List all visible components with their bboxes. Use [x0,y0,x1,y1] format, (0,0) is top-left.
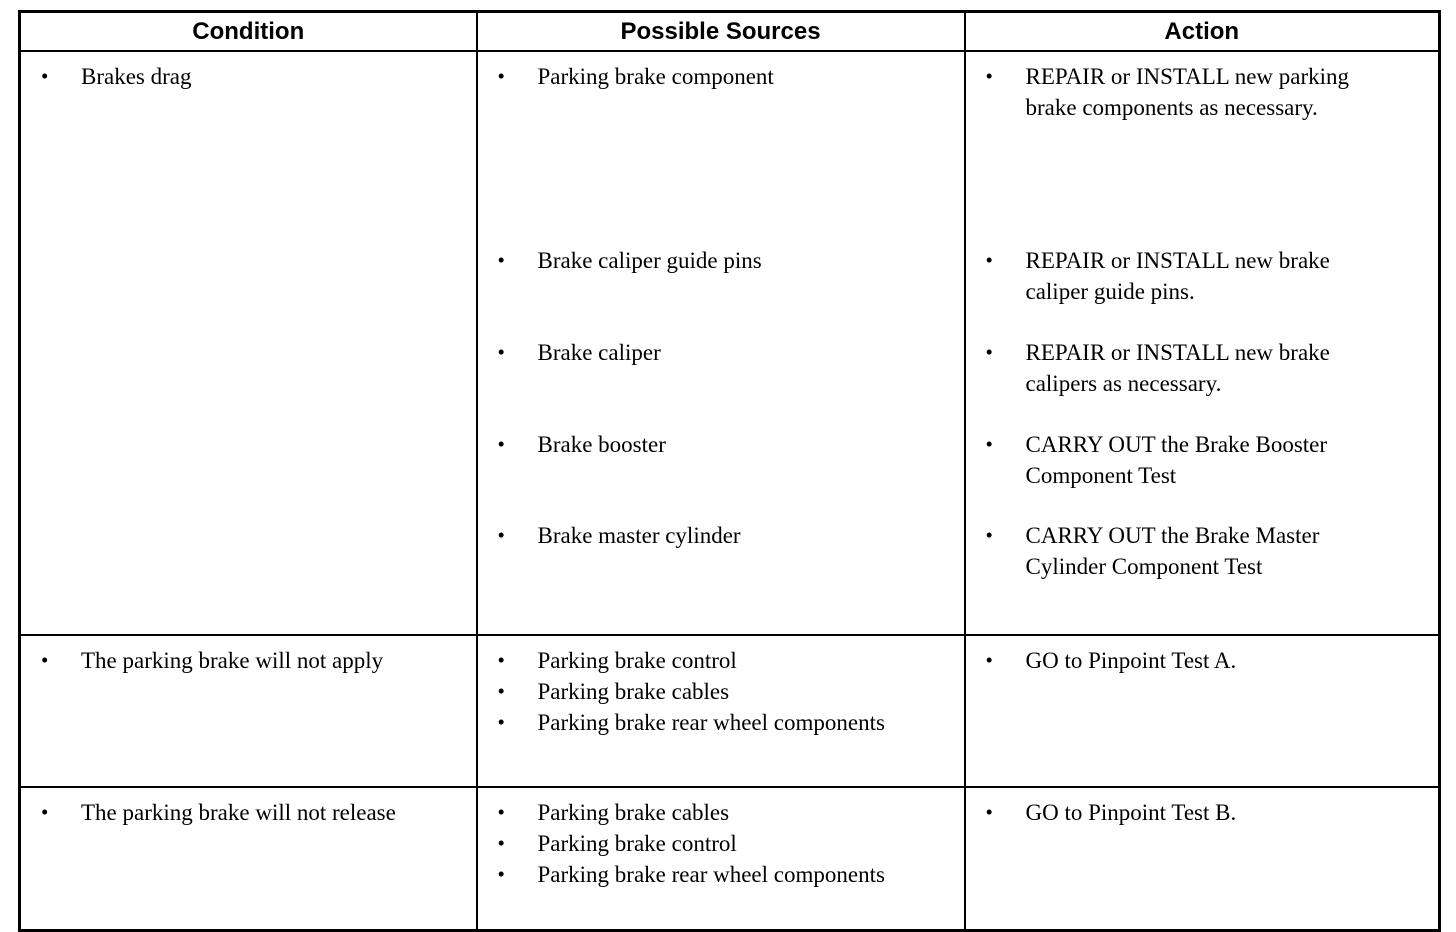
source-text: Parking brake cables [537,679,730,704]
condition-text: Brakes drag [81,64,192,89]
source-text: Brake master cylinder [537,523,741,548]
bullet-icon: • [497,710,505,734]
source-text: Parking brake rear wheel components [537,710,885,735]
bullet-icon: • [985,340,993,364]
source-item [498,707,954,738]
sources-cell [477,51,965,635]
table-row-brakes-drag [20,51,1440,635]
source-text: Brake caliper [537,340,661,365]
action-text: REPAIR or INSTALL new brake calipers as necessary. [1025,340,1330,396]
bullet-icon: • [497,523,505,547]
action-text: REPAIR or INSTALL new parking brake components as necessary. [1025,64,1350,120]
action-text: GO to Pinpoint Test B. [1025,800,1237,825]
bullet-icon: • [41,648,49,672]
action-item [986,61,1429,245]
source-item [498,645,954,676]
bullet-icon: • [497,831,505,855]
bullet-icon: • [985,432,993,456]
source-item [498,337,954,429]
bullet-icon: • [41,64,49,88]
source-item [498,520,954,551]
condition-text: The parking brake will not apply [81,648,384,673]
bullet-icon: • [497,248,505,272]
condition-cell [20,635,477,787]
source-item [498,797,954,828]
source-text: Parking brake control [537,648,737,673]
bullet-icon: • [985,648,993,672]
condition-item [41,645,466,676]
bullet-icon: • [497,679,505,703]
source-item [498,429,954,520]
condition-item [41,61,466,92]
source-text: Brake booster [537,432,666,457]
header-row [20,12,1440,52]
source-item [498,245,954,337]
source-text: Parking brake control [537,831,737,856]
action-item [986,645,1429,676]
column-header-action: Action [965,12,1440,52]
diagnostic-table [18,10,1441,932]
sources-list [498,61,954,551]
bullet-icon: • [41,800,49,824]
source-item [498,676,954,707]
action-item [986,245,1429,337]
condition-cell [20,51,477,635]
column-header-condition: Condition [20,12,477,52]
bullet-icon: • [497,340,505,364]
action-cell [965,787,1440,931]
action-item [986,337,1429,429]
source-text: Parking brake cables [537,800,730,825]
source-text: Parking brake component [537,64,774,89]
source-text: Brake caliper guide pins [537,248,762,273]
action-item [986,429,1429,520]
bullet-icon: • [497,800,505,824]
action-item [986,797,1429,828]
bullet-icon: • [985,800,993,824]
action-text: CARRY OUT the Brake Master Cylinder Component Test [1025,523,1320,579]
bullet-icon: • [497,432,505,456]
action-text: CARRY OUT the Brake Booster Component Test [1025,432,1328,488]
table-row-parking-brake-not-release [20,787,1440,931]
table-row-parking-brake-not-apply [20,635,1440,787]
actions-list [986,61,1429,582]
condition-text: The parking brake will not release [81,800,396,825]
bullet-icon: • [497,648,505,672]
condition-cell [20,787,477,931]
source-item [498,61,954,245]
bullet-icon: • [497,862,505,886]
bullet-icon: • [985,523,993,547]
sources-cell [477,787,965,931]
action-text: REPAIR or INSTALL new brake caliper guide pins. [1025,248,1330,304]
source-item [498,859,954,890]
action-cell [965,51,1440,635]
action-item [986,520,1429,582]
bullet-icon: • [497,64,505,88]
column-header-possible-sources: Possible Sources [477,12,965,52]
condition-item [41,797,466,828]
action-cell [965,635,1440,787]
bullet-icon: • [985,64,993,88]
source-item [498,828,954,859]
bullet-icon: • [985,248,993,272]
sources-cell [477,635,965,787]
action-text: GO to Pinpoint Test A. [1025,648,1237,673]
source-text: Parking brake rear wheel components [537,862,885,887]
